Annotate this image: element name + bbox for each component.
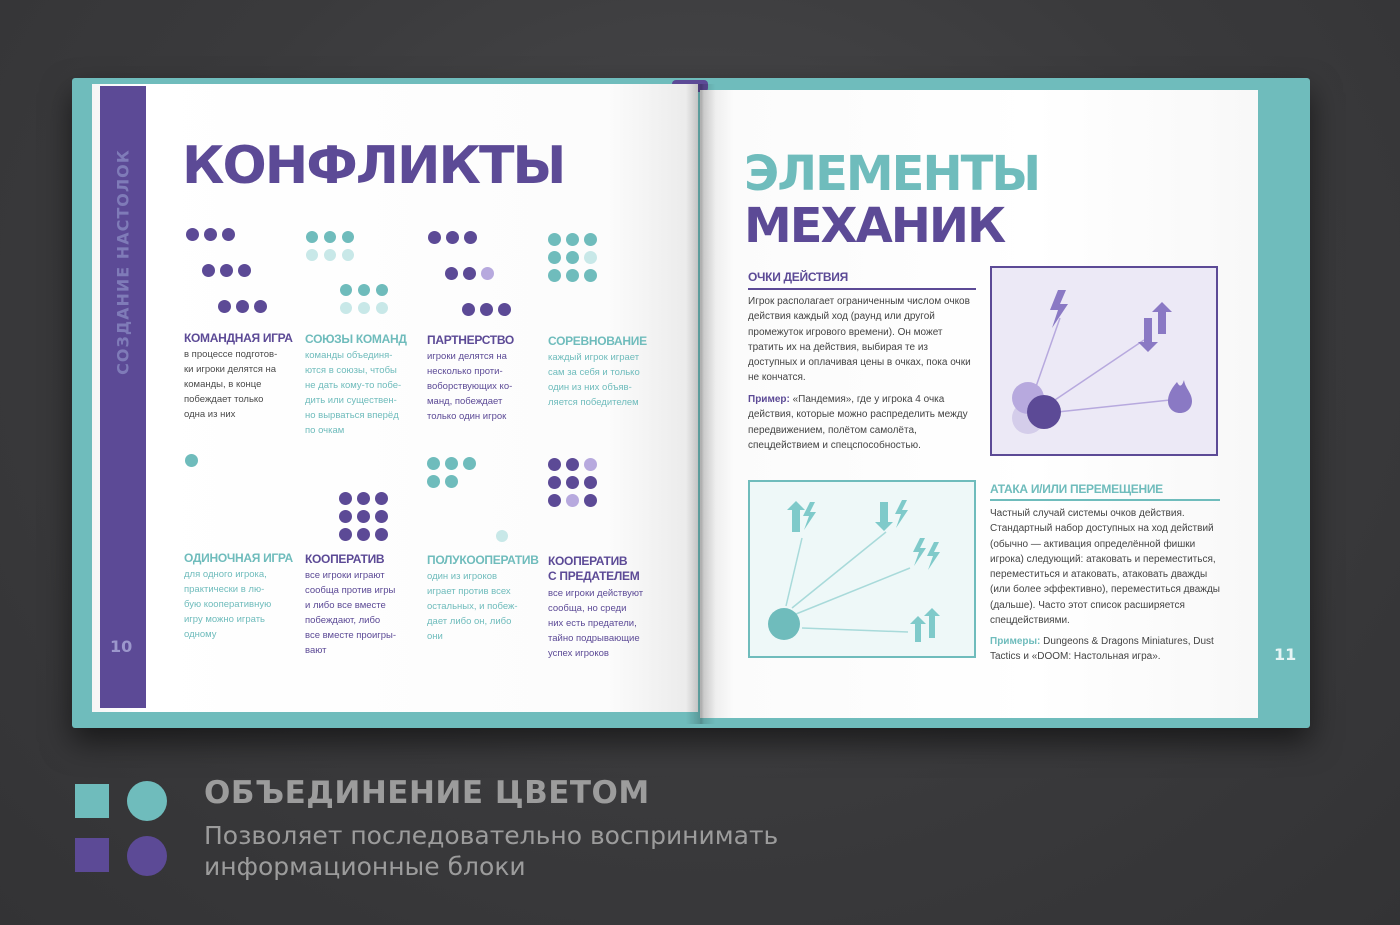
section-heading-action-points: ОЧКИ ДЕЙСТВИЯ <box>748 270 848 284</box>
item-heading-single-player: ОДИНОЧНАЯ ИГРА <box>184 551 293 565</box>
caption-title: ОБЪЕДИНЕНИЕ ЦВЕТОМ <box>204 775 650 811</box>
right-page-title-line2: МЕХАНИК <box>744 198 1005 254</box>
section-divider-2 <box>990 499 1220 501</box>
up-down-arrows-icon <box>1138 302 1172 352</box>
item-text-competition: каждый игрок играет сам за себя и только один из них объяв- ляется победителем <box>548 352 640 408</box>
example-text: «Пандемия», где у игрока 4 очка действия, которые можно распределить между передвижением, полётом самолёта, спецдействием и спецспособностью. <box>748 394 968 451</box>
item-text-cooperative: все игроки играют сообща против игры и либо все вместе побеждают, либо все вместе проигры- вают <box>305 570 397 656</box>
item-text-partnership: игроки делятся на несколько проти- воборствующих ко- манд, побеждает только один игрок <box>427 351 513 422</box>
item-heading-team-alliances: СОЮЗЫ КОМАНД <box>305 332 407 346</box>
item-text-team-game: в процессе подготов- ки игроки делятся на команды, в конце побеждает только одна из них <box>184 349 278 420</box>
example-text-2: Dungeons & Dragons Miniatures, Dust Tactics и «DOOM: Настольная игра». <box>990 636 1214 663</box>
double-move-icon <box>910 608 940 642</box>
item-heading-competition: СОРЕВНОВАНИЕ <box>548 334 647 348</box>
double-attack-icon <box>913 538 940 570</box>
item-heading-team-game: КОМАНДНАЯ ИГРА <box>184 331 293 345</box>
attack-move-diagram <box>748 480 976 658</box>
section-divider <box>748 288 976 290</box>
attack-move-icon-1 <box>787 501 816 532</box>
example-label-2: Примеры: <box>990 636 1041 647</box>
item-text-semi-cooperative: один из игроков играет против всех остальных, и побеж- дает либо он, либо они <box>427 571 518 642</box>
flame-icon <box>1168 380 1192 413</box>
teal-circle-icon <box>127 781 167 821</box>
section-example-action-points <box>748 392 976 453</box>
section-text-action-points: Игрок располагает ограниченным числом очков действия каждый ход (раунд или другой промежуток игрового времени). Он может тратить их на действия, выбирая те из доступных и оплачивая цены в очках, пока очки не кончатся. <box>748 296 971 384</box>
page-number-left: 10 <box>110 637 133 656</box>
item-heading-semi-cooperative: ПОЛУКООПЕРАТИВ <box>427 553 539 567</box>
item-text-cooperative-traitor: все игроки действуют сообща, но среди них есть предатели, тайно подрывающие успех игроков <box>548 588 644 659</box>
purple-circle-icon <box>127 836 167 876</box>
caption-line-1: Позволяет последовательно воспринимать <box>204 821 779 850</box>
section-text-attack-move: Частный случай системы очков действия. Стандартный набор доступных на ход действий (обычно — активация определённой фишки игрока) следующий: атаковать и переместиться, переместиться и атаковать, атаковать дважды (или более эффективно), переместиться дважды (дальше). Часто этот список расширяется спецдействиями. <box>990 508 1220 627</box>
section-example-attack-move <box>990 634 1224 665</box>
item-heading-cooperative-traitor: КООПЕРАТИВ С ПРЕДАТЕЛЕМ <box>548 554 640 583</box>
example-label: Пример: <box>748 394 790 405</box>
section-label: СОЗДАНИЕ НАСТОЛОК <box>113 149 133 375</box>
left-page-title: КОНФЛИКТЫ <box>182 136 565 196</box>
move-attack-icon <box>875 500 908 531</box>
right-page-strip <box>1258 90 1306 718</box>
caption-text <box>204 820 778 882</box>
action-points-diagram <box>990 266 1218 456</box>
section-heading-attack-move: АТАКА И/ИЛИ ПЕРЕМЕЩЕНИЕ <box>990 482 1163 496</box>
item-heading-partnership: ПАРТНЕРСТВО <box>427 333 514 347</box>
right-page-title-line1: ЭЛЕМЕНТЫ <box>744 146 1040 202</box>
item-heading-cooperative: КООПЕРАТИВ <box>305 552 385 566</box>
item-text-team-alliances: команды объединя- ются в союзы, чтобы не дать кому-то побе- дить или существен- но вырваться вперёд по очкам <box>305 350 402 436</box>
caption-line-2: информационные блоки <box>204 852 526 881</box>
purple-square-icon <box>75 838 109 872</box>
dots-single-player <box>185 454 198 467</box>
book-gutter <box>686 84 716 724</box>
item-text-single-player: для одного игрока, практически в лю- бую кооперативную игру можно играть одному <box>184 569 272 640</box>
page-number-right: 11 <box>1274 645 1297 664</box>
teal-square-icon <box>75 784 109 818</box>
